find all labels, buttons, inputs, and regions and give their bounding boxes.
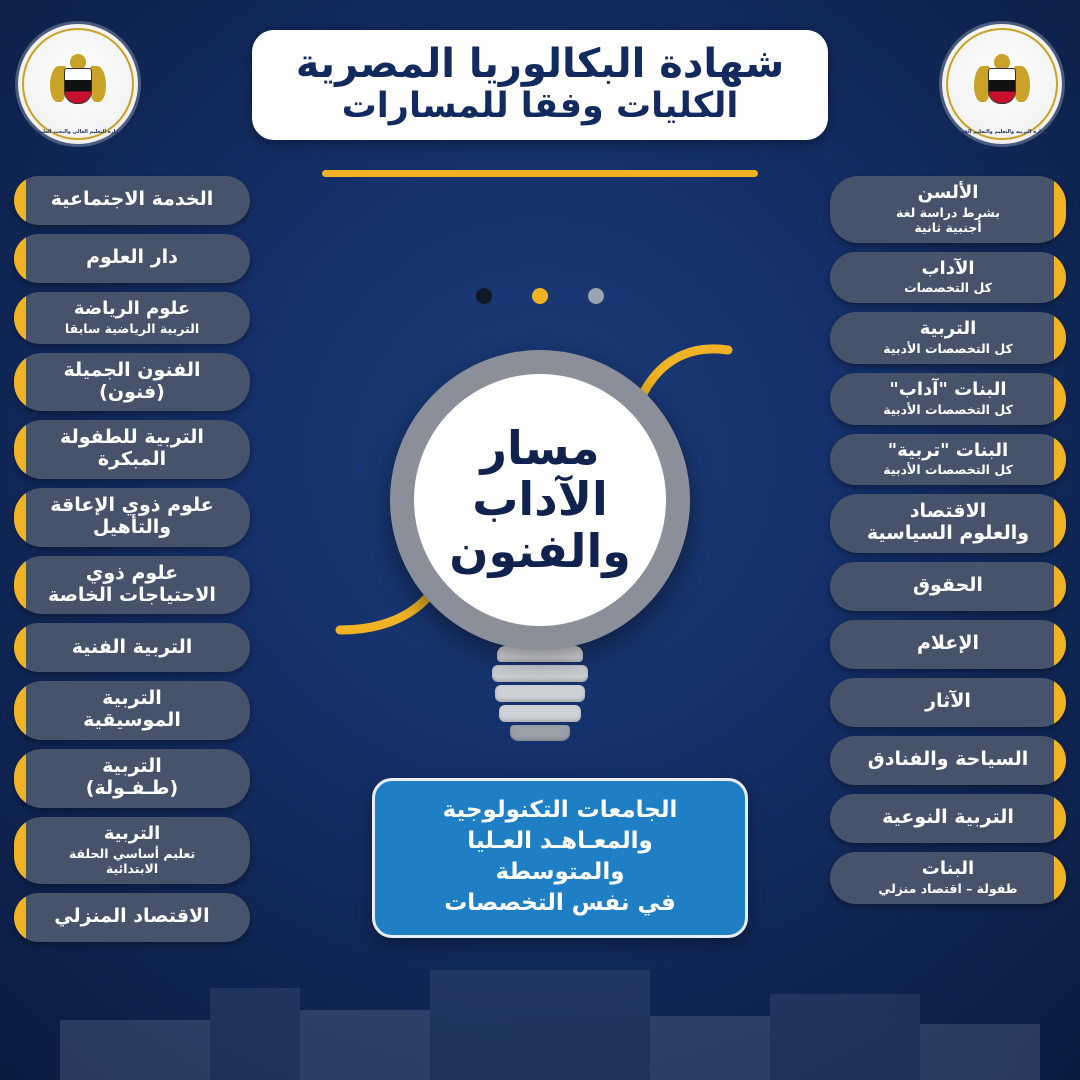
pill-accent-cap [1054,852,1066,904]
faculty-pill[interactable] [14,681,250,740]
faculty-name: البنات [921,858,975,880]
technological-universities-banner [372,778,748,938]
faculty-pill[interactable] [830,373,1066,425]
faculty-name: علوم ذوي الاحتياجات الخاصة [48,561,216,606]
pill-accent-cap [14,234,26,283]
faculty-pill[interactable] [830,562,1066,611]
faculty-pill[interactable] [14,749,250,808]
pill-accent-cap [14,420,26,479]
faculty-name: دار العلوم [86,246,178,269]
faculty-pill[interactable] [830,252,1066,304]
bulb-label-line-3: والفنون [449,523,631,578]
faculty-note: كل التخصصات الأدبية [883,462,1013,478]
faculty-pill[interactable] [14,234,250,283]
faculty-name: الفنون الجميلة (فنون) [63,358,201,403]
eagle-of-saladin-icon [976,52,1028,116]
pill-accent-cap [14,353,26,412]
faculty-name: التربية النوعية [882,806,1014,829]
faculty-pill[interactable] [14,488,250,547]
header [0,18,1080,150]
faculty-pill[interactable] [14,420,250,479]
faculty-pill[interactable] [14,556,250,615]
banner-line-3: والمتوسطة [495,859,625,886]
pill-accent-cap [14,176,26,225]
faculty-pill[interactable] [830,736,1066,785]
faculty-pill[interactable] [14,176,250,225]
bulb-label-line-1: مسار [480,420,600,475]
faculty-note: تعليم أساسي الحلقة الابتدائية [68,845,196,876]
pill-accent-cap [1054,176,1066,243]
pill-accent-cap [1054,494,1066,553]
central-lightbulb [380,350,700,741]
bulb-thread-2 [495,685,585,702]
pill-accent-cap [1054,562,1066,611]
banner-line-2: والمعـاهـد العـليا [467,828,653,855]
faculty-name: الاقتصاد والعلوم السياسية [866,500,1030,545]
banner-line-4: في نفس التخصصات [444,890,676,917]
faculty-pill[interactable] [830,176,1066,243]
faculty-pill[interactable] [830,620,1066,669]
faculty-name: الإعلام [917,632,979,655]
logo-ministry-of-higher-education [18,24,138,144]
pill-accent-cap [1054,794,1066,843]
faculty-name: الألسن [917,182,979,203]
faculty-name: التربية الفنية [71,635,193,658]
bulb-thread-1 [492,665,588,682]
faculty-name: التربية [103,822,161,844]
faculty-name: علوم ذوي الإعاقة والتأهيل [50,494,214,538]
eagle-of-saladin-icon [52,52,104,116]
faculty-name: الحقوق [913,574,983,597]
logo-caption-ar: وزارة التربية والتعليم والتعليم الفني [957,128,1047,135]
bulb-label-line-2: الآداب [472,472,608,527]
faculty-pill[interactable] [830,852,1066,904]
pill-accent-cap [14,817,26,884]
bulb-label [449,420,631,578]
faculty-note: التربية الرياضية سابقا [64,320,200,336]
decorative-dots [476,288,604,304]
faculty-pill[interactable] [14,623,250,672]
pill-accent-cap [14,556,26,615]
faculty-name: الاقتصاد المنزلي [54,904,210,927]
faculty-pill[interactable] [14,353,250,412]
faculty-note: كل التخصصات [904,280,992,296]
pill-accent-cap [14,292,26,344]
background-buildings [0,930,1080,1080]
faculty-pill[interactable] [830,794,1066,843]
faculty-name: التربية الموسيقية [83,687,181,732]
faculty-pill[interactable] [14,817,250,884]
faculty-name: البنات "تربية" [887,439,1009,461]
pill-accent-cap [14,893,26,942]
bulb-base [510,725,570,741]
pill-accent-cap [1054,620,1066,669]
faculty-pill[interactable] [830,494,1066,553]
faculty-name: السياحة والفنادق [867,748,1029,771]
faculty-name: التربية (طـفـولة) [85,755,179,799]
faculties-column-right [830,176,1066,913]
faculty-name: الخدمة الاجتماعية [50,188,214,211]
faculty-pill[interactable] [14,292,250,344]
page-title [252,30,828,140]
logo-ministry-of-education [942,24,1062,144]
faculty-note: كل التخصصات الأدبية [883,341,1013,357]
pill-accent-cap [1054,252,1066,304]
pill-accent-cap [1054,312,1066,364]
pill-accent-cap [14,623,26,672]
title-line-1: شهادة البكالوريا المصرية [295,41,785,87]
pill-accent-cap [1054,373,1066,425]
faculty-pill[interactable] [14,893,250,942]
faculty-note: طفولة – اقتصاد منزلي [878,880,1018,896]
bulb-glass [390,350,690,650]
faculty-name: الآداب [921,257,975,279]
faculty-name: التربية [919,318,977,340]
faculty-name: البنات "آداب" [889,379,1007,401]
title-underline [322,170,758,177]
pill-accent-cap [14,681,26,740]
pill-accent-cap [1054,434,1066,486]
faculty-pill[interactable] [830,434,1066,486]
faculty-note: بشرط دراسة لغة أجنبية ثانية [896,204,1000,235]
pill-accent-cap [1054,736,1066,785]
banner-line-1: الجامعات التكنولوجية [442,797,678,823]
logo-caption-ar: وزارة التعليم العالي والبحث العلمي [34,128,122,135]
bulb-thread-3 [499,705,581,722]
faculty-note: كل التخصصات الأدبية [883,401,1013,417]
faculty-pill[interactable] [830,678,1066,727]
pill-accent-cap [1054,678,1066,727]
faculty-name: التربية للطفولة المبكرة [60,426,204,471]
pill-accent-cap [14,488,26,547]
faculty-name: الآثار [925,690,971,713]
pill-accent-cap [14,749,26,808]
bulb-inner [414,374,666,626]
faculty-pill[interactable] [830,312,1066,364]
title-line-2: الكليات وفقا للمسارات [341,85,739,126]
faculties-column-left [14,176,250,951]
faculty-name: علوم الرياضة [73,298,191,319]
